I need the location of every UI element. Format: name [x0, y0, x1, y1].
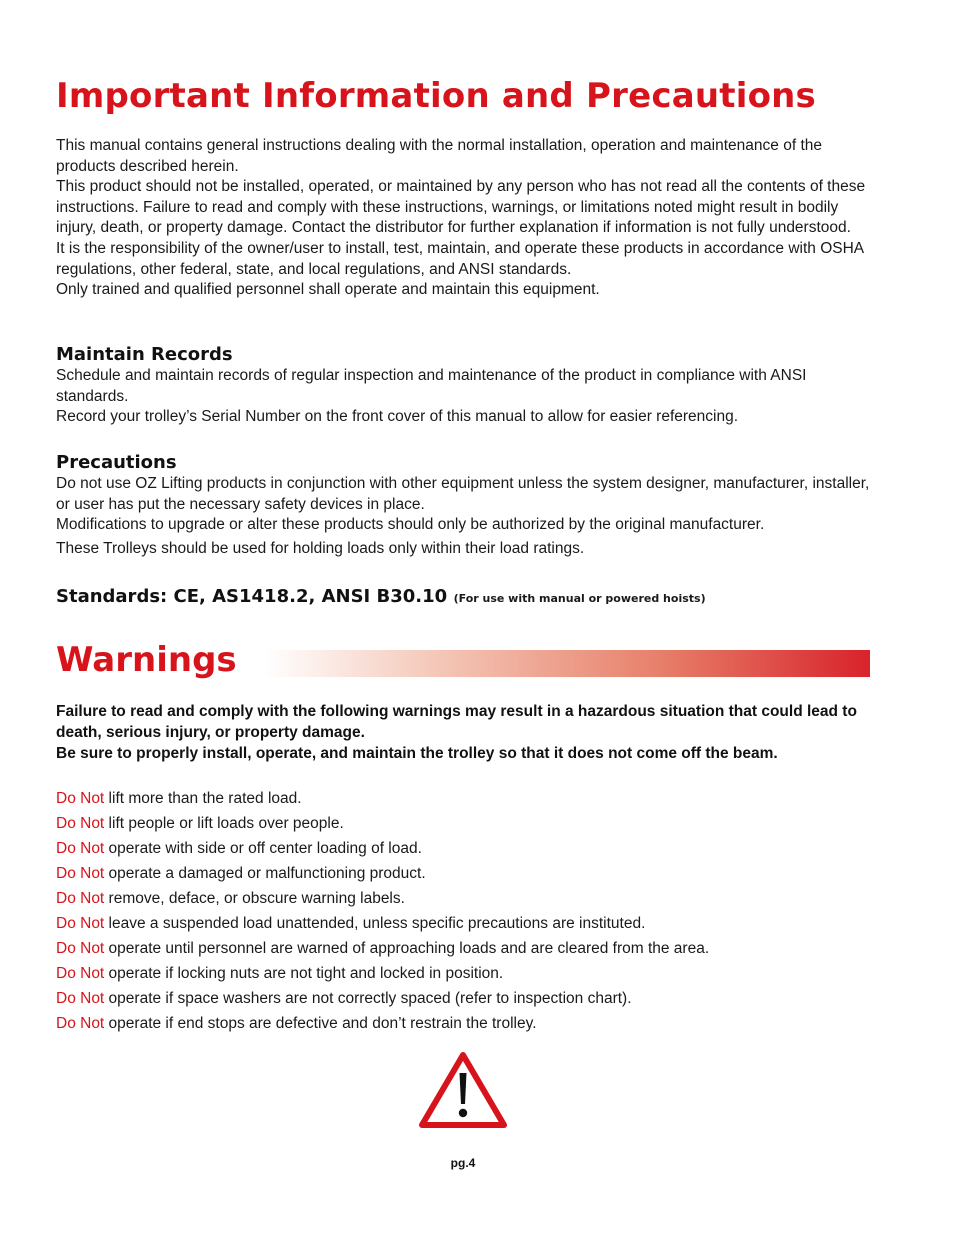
do-not-text: operate if end stops are defective and don’t restrain the trolley. — [104, 1015, 537, 1032]
do-not-label: Do Not — [56, 815, 105, 832]
do-not-list — [56, 786, 872, 1036]
do-not-item — [56, 986, 872, 1011]
do-not-label: Do Not — [56, 790, 105, 807]
do-not-item — [56, 861, 872, 886]
do-not-text: leave a suspended load unattended, unless specific precautions are instituted. — [104, 915, 646, 932]
precautions-heading: Precautions — [56, 452, 177, 473]
do-not-label: Do Not — [56, 840, 105, 857]
intro-paragraph: It is the responsibility of the owner/user to install, test, maintain, and operate these products in accordance with OSHA regulations, other federal, state, and local regulations, and ANSI standards. — [56, 239, 864, 278]
do-not-item — [56, 786, 872, 811]
do-not-text: operate a damaged or malfunctioning product. — [104, 865, 426, 882]
maintain-records-section — [56, 344, 872, 428]
maintain-records-heading: Maintain Records — [56, 344, 233, 365]
do-not-item — [56, 961, 872, 986]
warning-triangle-icon — [418, 1050, 508, 1130]
intro-section — [56, 136, 872, 301]
do-not-label: Do Not — [56, 1015, 105, 1032]
do-not-text: operate if locking nuts are not tight and locked in position. — [104, 965, 504, 982]
standards-label: Standards: CE, AS1418.2, ANSI B30.10 — [56, 586, 448, 607]
do-not-item — [56, 1011, 872, 1036]
precautions-paragraph: Do not use OZ Lifting products in conjunction with other equipment unless the system designer, manufacturer, installer, or user has put the necessary safety devices in place. — [56, 475, 870, 513]
do-not-label: Do Not — [56, 865, 105, 882]
page-number: pg.4 — [450, 1156, 476, 1170]
do-not-text: operate if space washers are not correctly spaced (refer to inspection chart). — [104, 990, 632, 1007]
do-not-item — [56, 886, 872, 911]
warnings-intro-paragraph: Be sure to properly install, operate, and maintain the trolley so that it does not come off the beam. — [56, 745, 778, 762]
page-title: Important Information and Precautions — [56, 76, 816, 116]
intro-paragraph: This manual contains general instructions dealing with the normal installation, operation and maintenance of the products described herein. — [56, 137, 822, 175]
do-not-text: lift more than the rated load. — [104, 790, 302, 807]
intro-paragraph: This product should not be installed, operated, or maintained by any person who has not read all the contents of these instructions. Failure to read and comply with these instructions, warnings, or limitations noted might result in bodily injury, death, or property damage. Contact the distributor for further explanation if information is not fully understood. — [56, 178, 866, 237]
warnings-heading: Warnings — [56, 640, 237, 680]
do-not-item — [56, 836, 872, 861]
do-not-text: operate with side or off center loading of load. — [104, 840, 422, 857]
do-not-label: Do Not — [56, 965, 105, 982]
do-not-text: operate until personnel are warned of approaching loads and are cleared from the area. — [104, 940, 710, 957]
warnings-intro-paragraph: Failure to read and comply with the following warnings may result in a hazardous situation that could lead to death, serious injury, or property damage. — [56, 703, 857, 741]
precautions-paragraph: Modifications to upgrade or alter these products should only be authorized by the original manufacturer. — [56, 516, 765, 534]
maintain-records-paragraph: Schedule and maintain records of regular inspection and maintenance of the product in compliance with ANSI standards. — [56, 367, 807, 405]
warnings-gradient-bar — [265, 650, 870, 677]
do-not-label: Do Not — [56, 890, 105, 907]
do-not-label: Do Not — [56, 990, 105, 1007]
do-not-item — [56, 911, 872, 936]
do-not-label: Do Not — [56, 915, 105, 932]
do-not-label: Do Not — [56, 940, 105, 957]
standards-line — [56, 586, 706, 608]
do-not-item — [56, 811, 872, 836]
do-not-text: remove, deface, or obscure warning labels. — [104, 890, 405, 907]
standards-note: (For use with manual or powered hoists) — [453, 592, 706, 605]
precautions-section — [56, 452, 872, 559]
warnings-intro — [56, 701, 872, 764]
maintain-records-paragraph: Record your trolley’s Serial Number on the front cover of this manual to allow for easier referencing. — [56, 408, 739, 426]
precautions-paragraph: These Trolleys should be used for holding loads only within their load ratings. — [56, 539, 585, 557]
do-not-text: lift people or lift loads over people. — [104, 815, 344, 832]
do-not-item — [56, 936, 872, 961]
intro-paragraph: Only trained and qualified personnel shall operate and maintain this equipment. — [56, 281, 600, 299]
